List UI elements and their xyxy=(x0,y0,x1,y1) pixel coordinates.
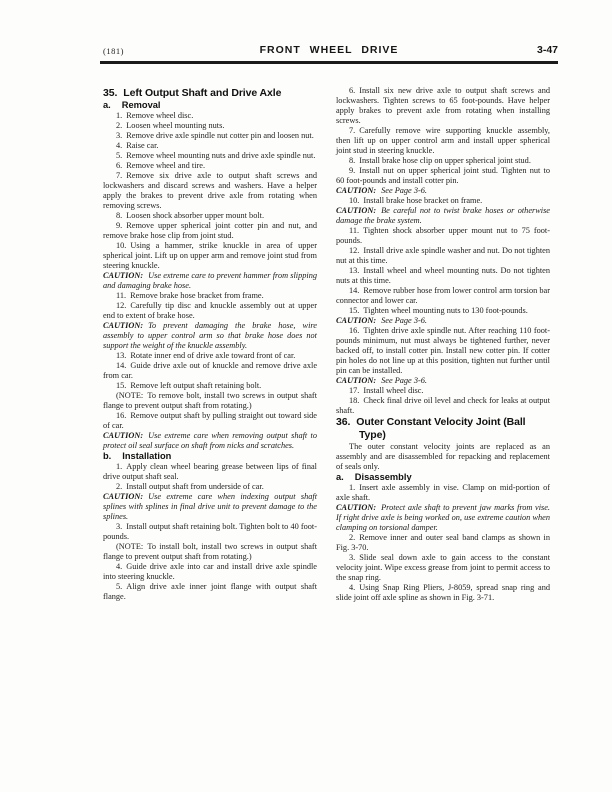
caution-text: CAUTION: Use extreme care when indexing output shaft splines with splines in final drive unit to prevent damage to the splines. xyxy=(103,492,317,521)
step-number: 3. xyxy=(116,522,123,531)
caution-text: CAUTION: To prevent damaging the brake hose, wire assembly to upper control arm so that brake hose does not support the weight of the knuckle assembly. xyxy=(103,321,317,350)
procedure-step: 2. Install output shaft from underside of car. xyxy=(116,482,264,491)
step-number: 11. xyxy=(116,291,127,300)
item-label: CAUTION: xyxy=(336,376,377,385)
procedure-step: 9. Remove upper spherical joint cotter pin and nut, and remove brake hose clip from joint stud. xyxy=(103,221,317,240)
procedure-step: 16. Tighten drive axle spindle nut. After reaching 110 foot-pounds minimum, nut must always be tightened further, never backed off, to install cotter pin. Install new cotter pin. If cotter pin holes do not line up at this position, tighten nut further until pin can be installed. xyxy=(336,326,550,375)
procedure-step: 7. Carefully remove wire supporting knuckle assembly, then lift up on upper control arm and install upper spherical joint stud in steering knuckle. xyxy=(336,126,550,155)
procedure-step: 1. Insert axle assembly in vise. Clamp on mid-portion of axle shaft. xyxy=(336,483,550,502)
procedure-step: 6. Remove wheel and tire. xyxy=(116,161,206,170)
step-number: 15. xyxy=(116,381,127,390)
procedure-step: 6. Install six new drive axle to output shaft screws and lockwashers. Tighten screws to 65 foot-pounds. Have helper apply brakes to prevent axle from rotating when installing screws. xyxy=(336,86,550,125)
caution-text: CAUTION: Be careful not to twist brake hoses or otherwise damage the brake system. xyxy=(336,206,550,225)
procedure-step: 15. Tighten wheel mounting nuts to 130 foot-pounds. xyxy=(349,306,528,315)
procedure-step: 3. Slide seal down axle to gain access to the constant velocity joint. Wipe excess grease from joint to permit access to the snap ring. xyxy=(336,553,550,582)
caution-text: CAUTION: See Page 3-6. xyxy=(336,186,427,195)
step-number: 1. xyxy=(349,483,356,492)
procedure-step: 14. Remove rubber hose from lower control arm torsion bar connector and lower car. xyxy=(336,286,550,305)
caution-text: CAUTION: Use extreme care to prevent hammer from slipping and damaging brake hose. xyxy=(103,271,317,290)
item-label: CAUTION: xyxy=(336,316,377,325)
procedure-step: 1. Apply clean wheel bearing grease between lips of final drive output shaft seal. xyxy=(103,462,317,481)
caution-text: CAUTION: See Page 3-6. xyxy=(336,316,427,325)
step-number: 15. xyxy=(349,306,360,315)
step-number: 10. xyxy=(116,241,127,250)
procedure-step: 8. Loosen shock absorber upper mount bolt. xyxy=(116,211,265,220)
item-label: CAUTION: xyxy=(103,431,144,440)
procedure-step: 13. Install wheel and wheel mounting nuts. Do not tighten nuts at this time. xyxy=(336,266,550,285)
item-label: CAUTION: xyxy=(103,321,144,330)
note-text: (NOTE: To remove bolt, install two screws in output shaft flange to prevent output shaft from rotating.) xyxy=(103,391,317,410)
procedure-step: 10. Install brake hose bracket on frame. xyxy=(349,196,483,205)
step-number: 2. xyxy=(116,482,123,491)
caution-text: CAUTION: See Page 3-6. xyxy=(336,376,427,385)
item-label: 36. xyxy=(336,416,351,428)
procedure-step: 4. Using Snap Ring Pliers, J-8059, spread snap ring and slide joint off axle spline as shown in Fig. 3-71. xyxy=(336,583,550,602)
procedure-step: 10. Using a hammer, strike knuckle in area of upper spherical joint. Lift up on upper arm and remove joint stud from steering knuckle. xyxy=(103,241,317,270)
step-number: 10. xyxy=(349,196,360,205)
step-number: 4. xyxy=(116,141,123,150)
subsection-heading: b. Installation xyxy=(103,451,172,461)
step-number: 13. xyxy=(116,351,127,360)
step-number: 7. xyxy=(116,171,123,180)
step-number: 14. xyxy=(116,361,127,370)
step-number: 12. xyxy=(349,246,360,255)
step-number: 5. xyxy=(116,151,123,160)
procedure-step: 18. Check final drive oil level and check for leaks at output shaft. xyxy=(336,396,550,415)
item-label: CAUTION: xyxy=(103,271,144,280)
step-number: 2. xyxy=(349,533,356,542)
step-number: 16. xyxy=(116,411,127,420)
procedure-step: 8. Install brake hose clip on upper spherical joint stud. xyxy=(349,156,531,165)
section-title: 35. Left Output Shaft and Drive Axle xyxy=(103,87,282,99)
right-column xyxy=(336,86,550,603)
step-number: 7. xyxy=(349,126,356,135)
caution-text: CAUTION: Use extreme care when removing output shaft to protect oil seal surface on shaft from nicks and scratches. xyxy=(103,431,317,450)
procedure-step: 12. Install drive axle spindle washer and nut. Do not tighten nut at this time. xyxy=(336,246,550,265)
procedure-step: 4. Guide drive axle into car and install drive axle spindle into steering knuckle. xyxy=(103,562,317,581)
step-number: 8. xyxy=(116,211,123,220)
step-number: 6. xyxy=(349,86,356,95)
subsection-heading: a. Removal xyxy=(103,100,161,110)
item-label: CAUTION: xyxy=(336,206,377,215)
header-rule xyxy=(100,61,558,64)
procedure-step: 1. Remove wheel disc. xyxy=(116,111,194,120)
step-number: 5. xyxy=(116,582,123,591)
step-number: 3. xyxy=(116,131,123,140)
procedure-step: 7. Remove six drive axle to output shaft screws and lockwashers and discard screws and washers. Have a helper apply the brakes to prevent drive axle from rotating when removing screws. xyxy=(103,171,317,210)
item-label: a. xyxy=(103,100,111,110)
step-number: 2. xyxy=(116,121,123,130)
procedure-step: 5. Align drive axle inner joint flange with output shaft flange. xyxy=(103,582,317,601)
note-text: (NOTE: To install bolt, install two screws in output shaft flange to prevent output shaft from rotating.) xyxy=(103,542,317,561)
step-number: 1. xyxy=(116,111,123,120)
procedure-step: 16. Remove output shaft by pulling straight out toward side of car. xyxy=(103,411,317,430)
step-number: 12. xyxy=(116,301,127,310)
procedure-step: 3. Remove drive axle spindle nut cotter pin and loosen nut. xyxy=(116,131,314,140)
subsection-heading: a. Disassembly xyxy=(336,472,412,482)
procedure-step: 2. Remove inner and outer seal band clamps as shown in Fig. 3-70. xyxy=(336,533,550,552)
procedure-step: 9. Install nut on upper spherical joint stud. Tighten nut to 60 foot-pounds and install cotter pin. xyxy=(336,166,550,185)
step-number: 8. xyxy=(349,156,356,165)
procedure-step: 13. Rotate inner end of drive axle toward front of car. xyxy=(116,351,296,360)
item-label: CAUTION: xyxy=(336,186,377,195)
step-number: 14. xyxy=(349,286,360,295)
step-number: 13. xyxy=(349,266,360,275)
body-paragraph: The outer constant velocity joints are replaced as an assembly and are disassembled for repacking and replacement of seals only. xyxy=(336,442,550,471)
item-label: CAUTION: xyxy=(336,503,377,512)
procedure-step: 2. Loosen wheel mounting nuts. xyxy=(116,121,225,130)
item-label: b. xyxy=(103,451,112,461)
item-label: CAUTION: xyxy=(103,492,144,501)
step-number: 11. xyxy=(349,226,360,235)
step-number: 18. xyxy=(349,396,360,405)
step-number: 17. xyxy=(349,386,360,395)
content-columns xyxy=(103,86,550,603)
procedure-step: 5. Remove wheel mounting nuts and drive axle spindle nut. xyxy=(116,151,316,160)
caution-text: CAUTION: Protect axle shaft to prevent jaw marks from vise. If right drive axle is being worked on, use extreme caution when clamping on torsional damper. xyxy=(336,503,550,532)
step-number: 1. xyxy=(116,462,123,471)
page-title: FRONT WHEEL DRIVE xyxy=(259,44,399,56)
procedure-step: 11. Tighten shock absorber upper mount nut to 75 foot-pounds. xyxy=(336,226,550,245)
item-label: a. xyxy=(336,472,344,482)
procedure-step: 3. Install output shaft retaining bolt. Tighten bolt to 40 foot-pounds. xyxy=(103,522,317,541)
left-column xyxy=(103,86,317,603)
step-number: 4. xyxy=(116,562,123,571)
procedure-step: 12. Carefully tip disc and knuckle assembly out at upper end to extent of brake hose. xyxy=(103,301,317,320)
page-header xyxy=(100,44,558,58)
step-number: 6. xyxy=(116,161,123,170)
procedure-step: 15. Remove left output shaft retaining bolt. xyxy=(116,381,262,390)
page-number: 3-47 xyxy=(536,44,558,56)
step-number: 9. xyxy=(116,221,123,230)
procedure-step: 4. Raise car. xyxy=(116,141,159,150)
step-number: 16. xyxy=(349,326,360,335)
page-ref: (181) xyxy=(103,46,124,56)
section-title: 36. Outer Constant Velocity Joint (Ball Type) xyxy=(336,416,526,441)
procedure-step: 14. Guide drive axle out of knuckle and remove drive axle from car. xyxy=(103,361,317,380)
step-number: 9. xyxy=(349,166,356,175)
procedure-step: 17. Install wheel disc. xyxy=(349,386,424,395)
step-number: 3. xyxy=(349,553,356,562)
item-label: 35. xyxy=(103,87,118,99)
step-number: 4. xyxy=(349,583,356,592)
procedure-step: 11. Remove brake hose bracket from frame. xyxy=(116,291,264,300)
